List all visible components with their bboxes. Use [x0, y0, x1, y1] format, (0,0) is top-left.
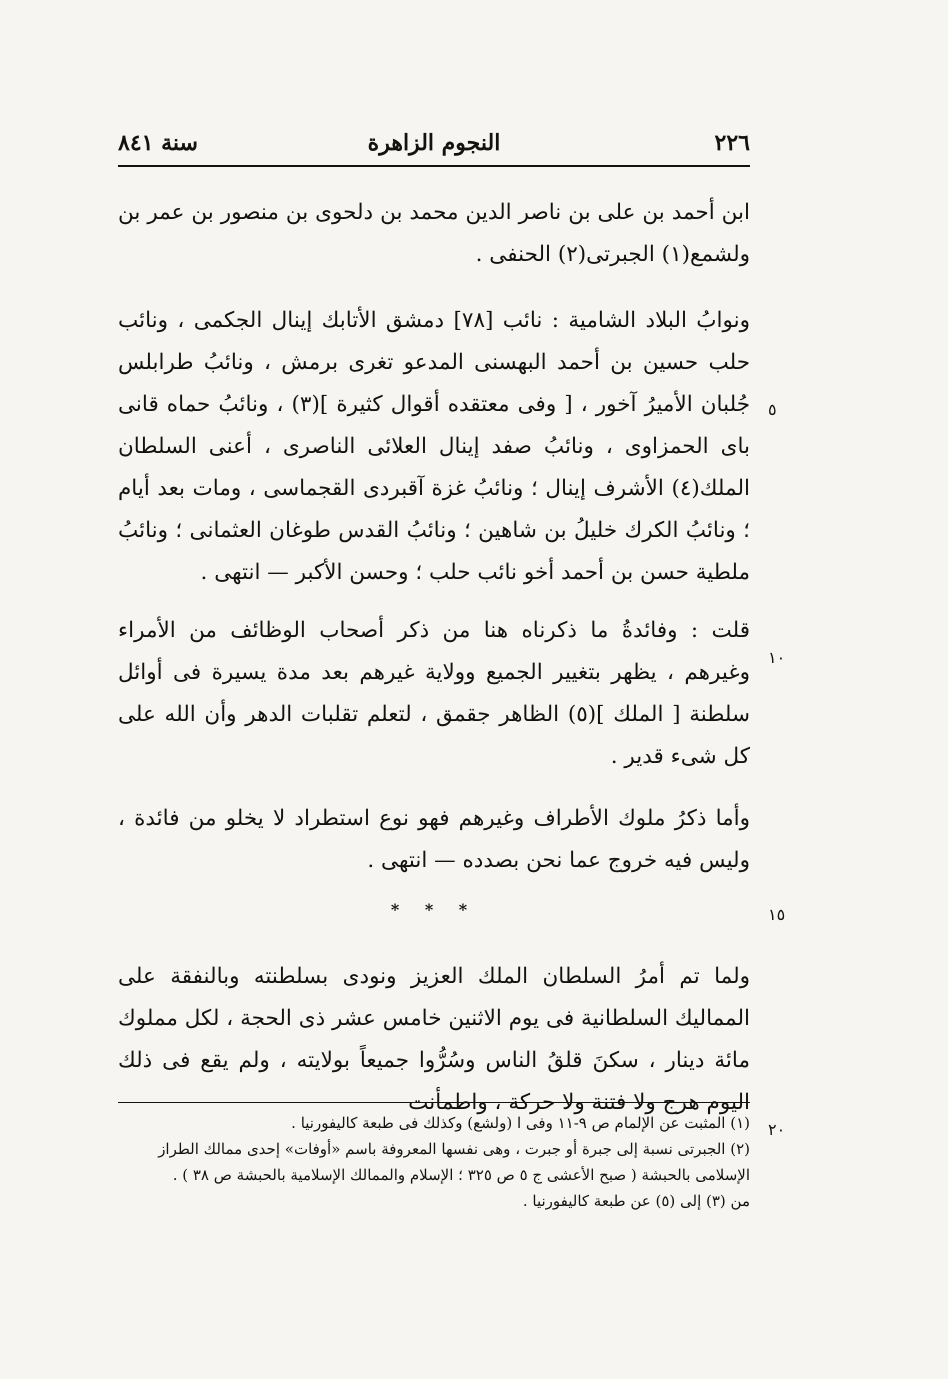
year-heading: سنة ٨٤١: [118, 130, 198, 156]
paragraph-note: قلت : وفائدةُ ما ذكرناه هنا من ذكر أصحاب الوظائف من الأمراء وغيرهم ، يظهر بتغيير الجميع وولاية غيرهم بعد مدة يسيرة فى أوائل سلطنة [ الملك ](٥) الظاهر جقمق ، لتعلم تقلبات الدهر وأن الله على كل شىء قدير .: [118, 618, 750, 769]
paragraph-deputies: ونوابُ البلاد الشامية : نائب [٧٨] دمشق الأتابك إينال الجكمى ، ونائب حلب حسين بن أحمد البهسنى المدعو تغرى برمش ، ونائبُ طرابلس جُلبان الأميرُ آخور ، [ وفى معتقده أقوال كثيرة ](٣) ، ونائبُ حماه قانى باى الحمزاوى ، ونائبُ صفد إينال العلائى الناصرى ، أعنى السلطان الملك(٤) الأشرف إينال ؛ ونائبُ غزة آقبردى القجماسى ، ومات بعد أيام ؛ ونائبُ الكرك خليلُ بن شاهين ؛ ونائبُ القدس طوغان العثمانى ؛ ونائبُ ملطية حسن بن أحمد أخو نائب حلب ؛ وحسن الأكبر — انتهى .: [118, 308, 750, 585]
paragraph-digression: وأما ذكرُ ملوك الأطراف وغيرهم فهو نوع استطراد لا يخلو من فائدة ، وليس فيه خروج عما نحن بصدده — انتهى .: [118, 806, 750, 873]
footnote-2: (٢) الجبرتى نسبة إلى جبرة أو جبرت ، وهى نفسها المعروفة باسم «أوفات» إحدى ممالك الطراز الإسلامى بالحبشة ( صبح الأعشى ج ٥ ص ٣٢٥ ؛ الإسلام والممالك الإسلامية بالحبشة ص ٣٨ ) .: [158, 1140, 750, 1184]
footnotes: [150, 1110, 750, 1214]
page-header: [118, 124, 750, 164]
footnote-1: (١) المثبت عن الإلمام ص ٩-١١ وفى ا (ولشع) وكذلك فى طبعة كاليفورنيا .: [291, 1114, 750, 1132]
paragraph-lineage: ابن أحمد بن على بن ناصر الدين محمد بن دلحوى بن منصور بن عمر بن ولشمع(١) الجبرتى(٢) الحنفى .: [118, 200, 750, 267]
main-text: [118, 192, 750, 1124]
footnote-rule: [118, 1102, 750, 1103]
line-number-5: ٥: [768, 400, 777, 419]
running-title: النجوم الزاهرة: [367, 130, 501, 156]
header-rule: [118, 165, 750, 167]
line-number-10: ١٠: [768, 648, 786, 667]
page-number: ٢٢٦: [714, 130, 750, 156]
paragraph-accession: ولما تم أمرُ السلطان الملك العزيز ونودى بسلطنته وبالنفقة على المماليك السلطانية فى يوم الاثنين خامس عشر ذى الحجة ، لكل مملوك مائة دينار ، سكنَ قلقُ الناس وسُرُّوا جميعاً بولايته ، ولم يقع فى ذلك اليوم هرج ولا فتنة ولا حركة ، واطمأنت: [118, 964, 750, 1115]
section-separator: * * *: [390, 900, 478, 919]
footnote-3: من (٣) إلى (٥) عن طبعة كاليفورنيا .: [522, 1192, 750, 1210]
line-number-15: ١٥: [768, 905, 786, 924]
line-number-20: ٢٠: [768, 1120, 786, 1139]
